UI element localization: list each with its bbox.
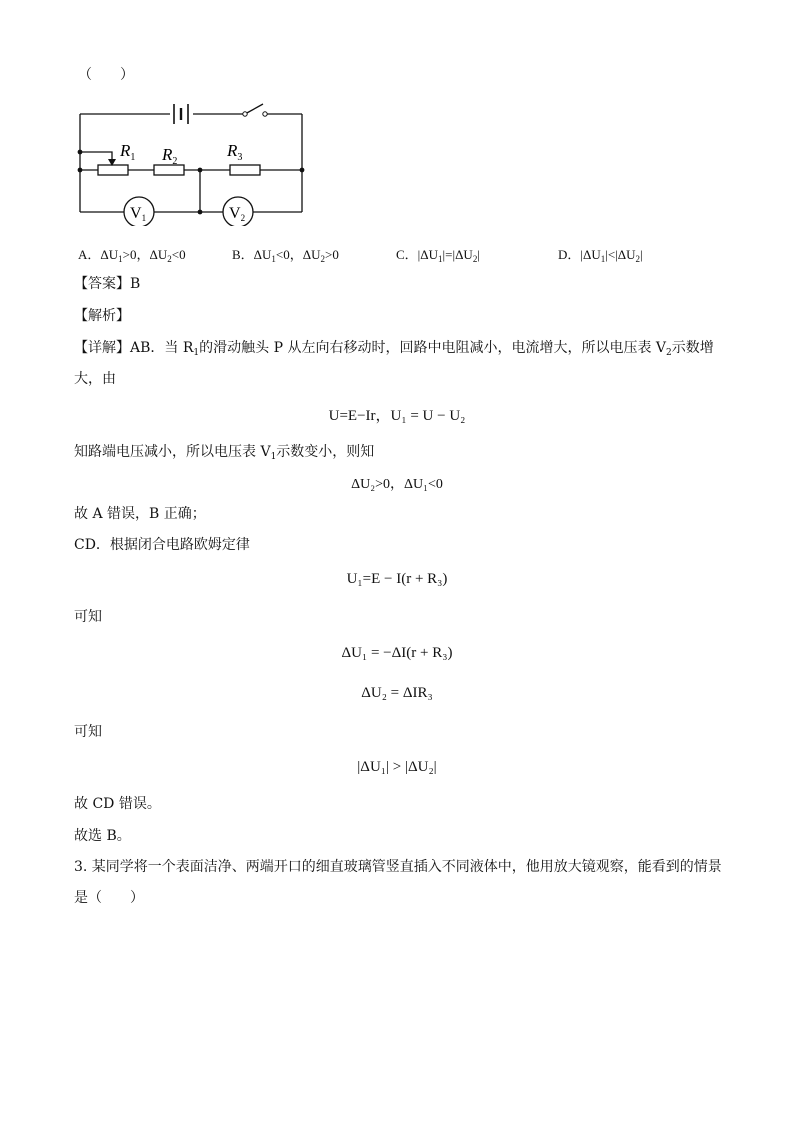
equation-1: U=E−Ir，U₁ = U − U₂ <box>328 408 466 424</box>
option-b: B．$\Delta U_1<0$，$\Delta U_2>0$ <box>232 247 339 264</box>
v2-label: V2 <box>229 205 246 223</box>
equation-2: ΔU₂>0，ΔU₁<0 <box>351 477 443 492</box>
equation-3: U₁=E − I(r + R₃) <box>346 571 448 587</box>
r1-label: $R_1$ <box>120 141 136 163</box>
r2-label: $R_2$ <box>162 145 178 167</box>
detail-paragraph-8: 故选 B。 <box>74 828 131 844</box>
option-d: D．$|\Delta U_1|<|\Delta U_2|$ <box>558 247 643 264</box>
detail-paragraph-2: 知路端电压减小，所以电压表 $V_1$示数变小，则知 <box>74 444 375 462</box>
answer: 【答案】B <box>74 276 141 292</box>
detail-paragraph-5: 可知 <box>74 609 102 625</box>
next-question-line-2: 是（ ） <box>74 890 144 906</box>
v1-label: V1 <box>130 205 147 223</box>
analysis-heading: 【解析】 <box>74 308 130 324</box>
detail-paragraph-4: CD．根据闭合电路欧姆定律 <box>74 537 250 553</box>
detail-paragraph-3: 故 A 错误，B 正确； <box>74 506 206 522</box>
circuit-diagram <box>70 96 320 226</box>
equation-6: |ΔU₁| > |ΔU₂| <box>357 759 437 775</box>
equation-5: ΔU₂ = ΔIR₃ <box>361 685 433 701</box>
detail-paragraph-1: 【详解】AB．当 $R_1$的滑动触头 P 从左向右移动时，回路中电阻减小，电流增大，所以电压表 $V_2$示数增 <box>74 340 714 358</box>
r3-label: $R_3$ <box>227 141 243 163</box>
detail-paragraph-1-cont: 大，由 <box>74 371 116 387</box>
option-a: A．$\Delta U_1>0$，$\Delta U_2<0$ <box>78 247 186 264</box>
detail-paragraph-6: 可知 <box>74 724 102 740</box>
question-tail: （ ） <box>78 67 134 83</box>
equation-4: ΔU₁ = −ΔI(r + R₃) <box>341 645 453 661</box>
option-c: C．$|\Delta U_1|=|\Delta U_2|$ <box>396 247 480 264</box>
detail-paragraph-7: 故 CD 错误。 <box>74 796 161 812</box>
next-question-line-1: 3. 某同学将一个表面洁净、两端开口的细直玻璃管竖直插入不同液体中，他用放大镜观察，能看到的情景 <box>74 859 722 875</box>
